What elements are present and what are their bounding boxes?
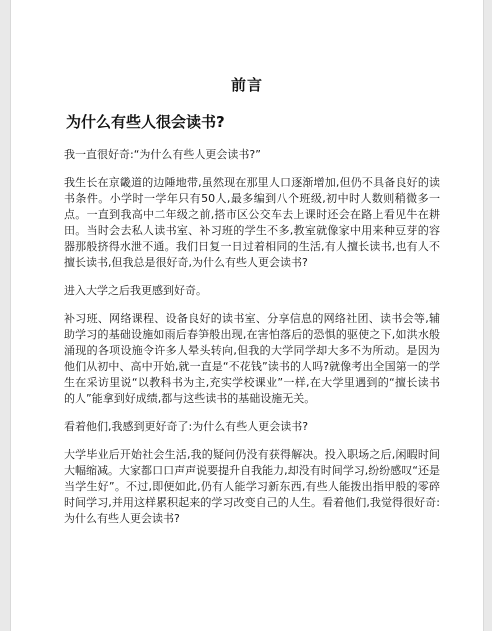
- paragraph: 补习班、网络课程、设备良好的读书室、分享信息的网络社团、读书会等,辅助学习的基础设施如雨后春笋般出现,在害怕落后的恐惧的驱使之下,如洪水般涌现的各项设施令许多人晕头转向,但我的大学同学却大多不为所动。是因为他们从初中、高中开始,就一直是“不花钱”读书的人吗?就像考出全国第一的学生在采访里说“以教科书为主,充实学校课业”一样,在大学里遇到的“擅长读书的人”能拿到好成绩,都与这些读书的基础设施无关。: [64, 312, 440, 405]
- paragraph: 我生长在京畿道的边陲地带,虽然现在那里人口逐渐增加,但仍不具备良好的读书条件。小学时一学年只有50人,最多编到八个班级,初中时人数则稍微多一点。一直到我高中二年级之前,搭市区公交车去上课时还会在路上看见牛在耕田。当时会去私人读书室、补习班的学生不多,教室就像家中用来种豆芽的容器那般挤得水泄不通。我们日复一日过着相同的生活,有人擅长读书,也有人不擅长读书,但我总是很好奇,为什么有些人更会读书?: [64, 176, 440, 269]
- paragraph: 进入大学之后我更感到好奇。: [64, 284, 207, 297]
- chapter-title: 前言: [230, 76, 263, 94]
- paragraph: 看着他们,我感到更好奇了:为什么有些人更会读书?: [64, 420, 309, 433]
- paragraph: 我一直很好奇:“为什么有些人更会读书?”: [64, 148, 261, 161]
- document-page: [10, 0, 484, 631]
- section-title: 为什么有些人很会读书?: [66, 113, 225, 131]
- body-text: [64, 147, 440, 539]
- paragraph: 大学毕业后开始社会生活,我的疑问仍没有获得解决。投入职场之后,闲暇时间大幅缩减。大家都口口声声说要提升自我能力,却没有时间学习,纷纷感叹“还是当学生好”。不过,即便如此,仍有人能学习新东西,有些人能拨出指甲般的零碎时间学习,并用这样累积起来的学习改变自己的人生。看着他们,我觉得很好奇:为什么有些人更会读书?: [64, 448, 440, 525]
